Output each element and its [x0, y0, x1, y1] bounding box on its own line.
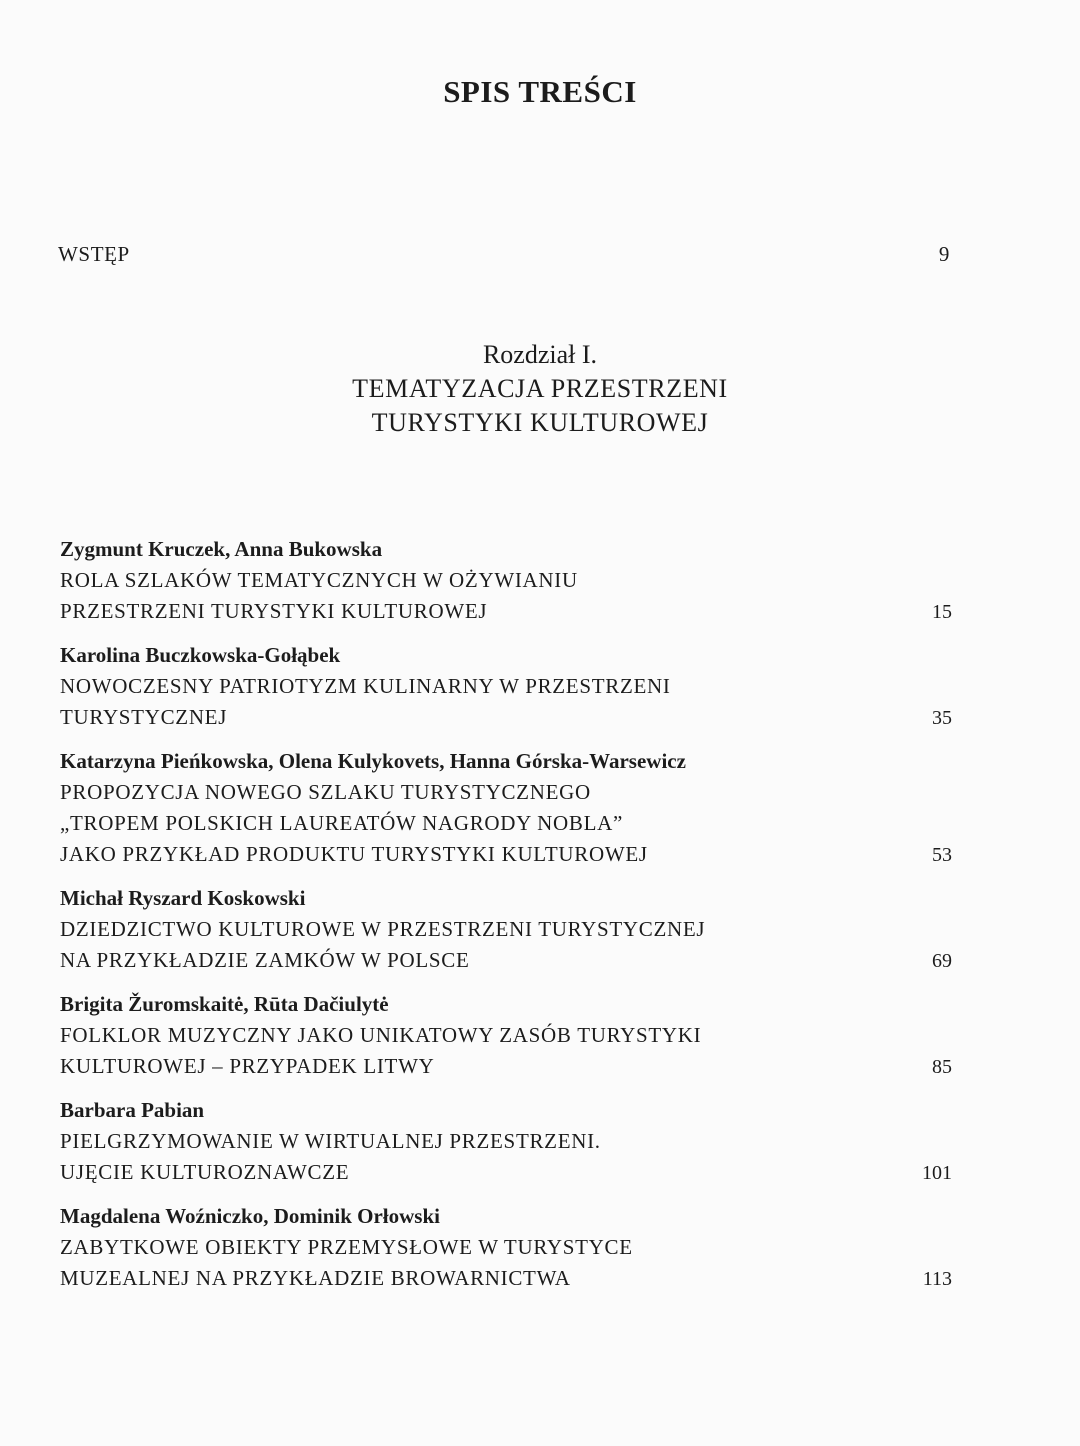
chapter-title-line-1: TEMATYZACJA PRZESTRZENI [352, 374, 728, 403]
chapter-label: Rozdział I. [482, 340, 598, 369]
toc-entry[interactable] [60, 639, 952, 733]
entry-title: FOLKLOR MUZYCZNY JAKO UNIKATOWY ZASÓB TURYSTYKI KULTUROWEJ – PRZYPADEK LITWY [60, 1023, 702, 1078]
entry-page-number: 35 [932, 707, 952, 729]
entry-page-number: 101 [922, 1162, 952, 1184]
toc-entry[interactable] [60, 882, 952, 976]
toc-entry[interactable] [60, 533, 952, 627]
entry-page-number: 15 [932, 601, 952, 623]
entry-page-number: 85 [932, 1056, 952, 1078]
chapter-heading [0, 338, 1080, 440]
toc-entry-intro[interactable] [58, 242, 950, 267]
entry-authors: Brigita Žuromskaitė, Rūta Dačiulytė [60, 992, 389, 1016]
entry-title: ROLA SZLAKÓW TEMATYCZNYCH W OŻYWIANIU PRZESTRZENI TURYSTYKI KULTUROWEJ [60, 568, 578, 623]
toc-entry[interactable] [60, 745, 952, 870]
entry-authors: Magdalena Woźniczko, Dominik Orłowski [60, 1204, 440, 1228]
entry-page-number: 69 [932, 950, 952, 972]
intro-page-number: 9 [938, 242, 950, 266]
entry-authors: Zygmunt Kruczek, Anna Bukowska [60, 537, 383, 561]
entry-title: PIELGRZYMOWANIE W WIRTUALNEJ PRZESTRZENI. UJĘCIE KULTUROZNAWCZE [60, 1129, 601, 1184]
entry-title: NOWOCZESNY PATRIOTYZM KULINARNY W PRZESTRZENI TURYSTYCZNEJ [60, 674, 671, 729]
entry-title: DZIEDZICTWO KULTUROWE W PRZESTRZENI TURYSTYCZNEJ NA PRZYKŁADZIE ZAMKÓW W POLSCE [60, 917, 706, 972]
intro-label: WSTĘP [58, 242, 130, 266]
toc-entry[interactable] [60, 988, 952, 1082]
entry-authors: Katarzyna Pieńkowska, Olena Kulykovets, Hanna Górska-Warsewicz [60, 749, 686, 773]
entry-authors: Michał Ryszard Koskowski [60, 886, 306, 910]
entry-authors: Karolina Buczkowska-Gołąbek [60, 643, 341, 667]
entry-page-number: 53 [932, 844, 952, 866]
toc-entry[interactable] [60, 1094, 952, 1188]
entry-page-number: 113 [922, 1268, 952, 1290]
chapter-title-line-2: TURYSTYKI KULTUROWEJ [371, 408, 709, 437]
entry-title: ZABYTKOWE OBIEKTY PRZEMYSŁOWE W TURYSTYCE MUZEALNEJ NA PRZYKŁADZIE BROWARNICTWA [60, 1235, 633, 1290]
page-title: SPIS TREŚCI [443, 74, 637, 109]
entry-authors: Barbara Pabian [60, 1098, 205, 1122]
toc-entry-list [60, 533, 952, 1306]
entry-title: PROPOZYCJA NOWEGO SZLAKU TURYSTYCZNEGO „TROPEM POLSKICH LAUREATÓW NAGRODY NOBLA” JAKO PRZYKŁAD PRODUKTU TURYSTYKI KULTUROWEJ [60, 780, 648, 866]
toc-entry[interactable] [60, 1200, 952, 1294]
